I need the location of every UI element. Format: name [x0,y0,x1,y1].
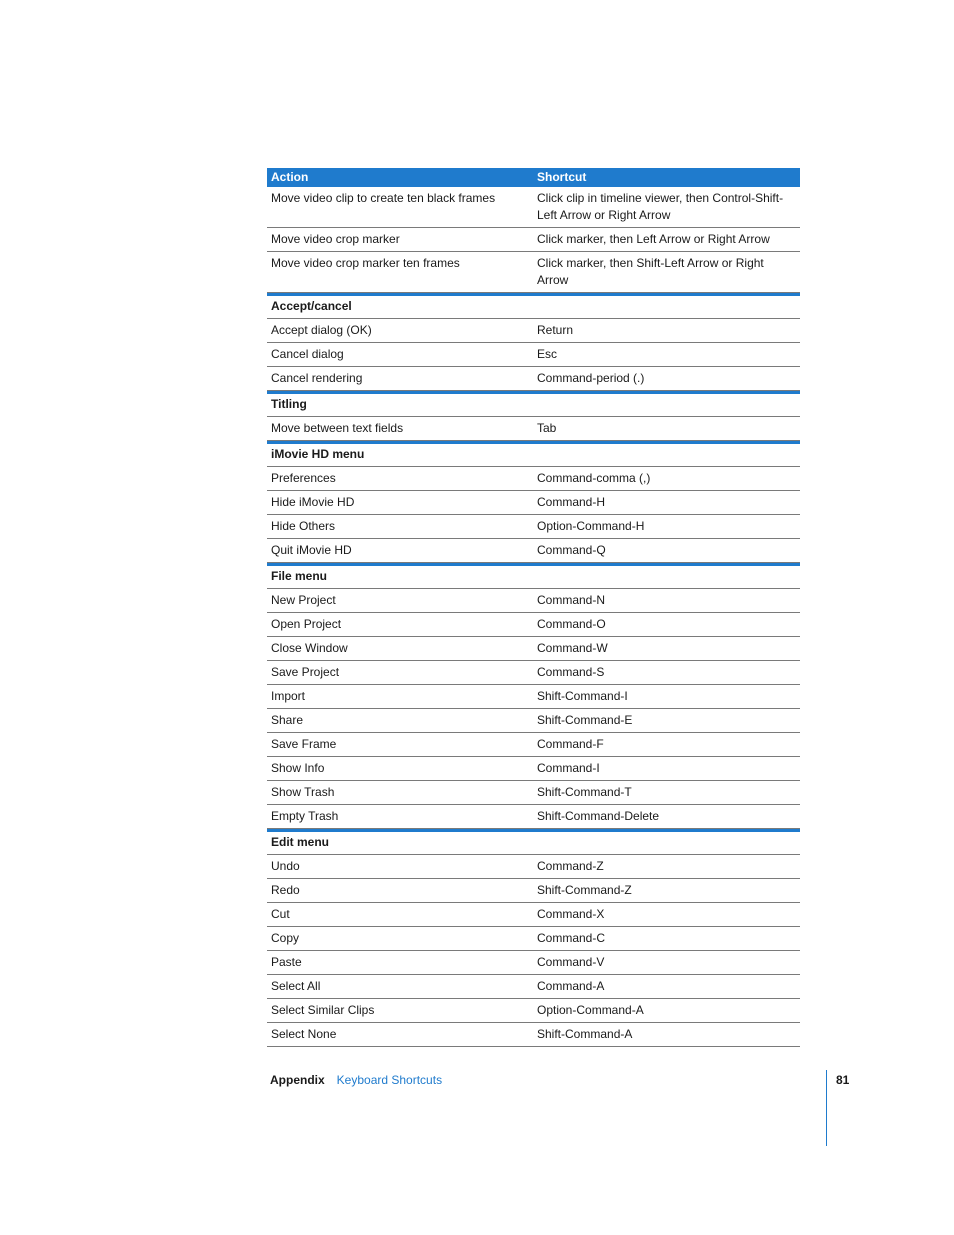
table-row [267,252,800,293]
table-row [267,613,800,637]
shortcut-cell: Option-Command-H [537,519,645,533]
action-cell: Save Frame [271,737,337,751]
table-row [267,491,800,515]
action-cell: Open Project [271,617,342,631]
footer-divider [826,1070,827,1146]
shortcut-cell: Click clip in timeline viewer, then Control-Shift-Left Arrow or Right Arrow [537,191,784,222]
action-cell: Preferences [271,471,336,485]
action-cell: Select None [271,1027,337,1041]
page-footer [270,1072,442,1089]
table-row [267,999,800,1023]
section-heading: File menu [267,563,800,589]
section-heading: Accept/cancel [267,293,800,319]
table-row [267,467,800,491]
shortcut-cell: Return [537,323,574,337]
action-cell: Import [271,689,306,703]
shortcut-cell: Shift-Command-I [537,689,628,703]
shortcut-cell: Click marker, then Left Arrow or Right Arrow [537,232,770,246]
table-row [267,637,800,661]
section-heading: iMovie HD menu [267,441,800,467]
shortcut-cell: Command-F [537,737,604,751]
shortcut-cell: Shift-Command-Z [537,883,632,897]
table-row [267,343,800,367]
shortcut-cell: Shift-Command-A [537,1027,633,1041]
table-row [267,975,800,999]
shortcut-cell: Command-H [537,495,606,509]
header-action: Action [271,170,309,184]
action-cell: Accept dialog (OK) [271,323,372,337]
table-row [267,951,800,975]
table-row [267,855,800,879]
action-cell: Hide iMovie HD [271,495,355,509]
action-cell: Quit iMovie HD [271,543,352,557]
shortcut-cell: Tab [537,421,557,435]
action-cell: Show Info [271,761,325,775]
table-row [267,927,800,951]
action-cell: Select All [271,979,321,993]
table-row [267,661,800,685]
table-row [267,879,800,903]
action-cell: New Project [271,593,336,607]
table-row [267,709,800,733]
table-row [267,367,800,391]
shortcut-cell: Command-A [537,979,605,993]
footer-appendix-label: Appendix [270,1073,325,1087]
action-cell: Show Trash [271,785,335,799]
table-row [267,187,800,228]
action-cell: Move video crop marker ten frames [271,256,460,270]
table-body [267,187,800,1047]
shortcut-cell: Command-V [537,955,605,969]
shortcut-cell: Command-W [537,641,608,655]
action-cell: Save Project [271,665,340,679]
section-heading: Titling [267,391,800,417]
table-row [267,757,800,781]
page-number: 81 [836,1073,850,1087]
action-cell: Redo [271,883,300,897]
table-row [267,733,800,757]
table-row [267,539,800,563]
table-row [267,1023,800,1047]
table-row [267,319,800,343]
action-cell: Move video clip to create ten black frames [271,191,496,205]
shortcut-cell: Command-X [537,907,605,921]
action-cell: Paste [271,955,302,969]
action-cell: Copy [271,931,300,945]
shortcut-cell: Command-O [537,617,606,631]
shortcut-cell: Command-period (.) [537,371,645,385]
action-cell: Cancel dialog [271,347,344,361]
table-row [267,903,800,927]
action-cell: Hide Others [271,519,336,533]
action-cell: Move between text fields [271,421,404,435]
shortcuts-table [267,168,800,1047]
action-cell: Cut [271,907,290,921]
section-heading: Edit menu [267,829,800,855]
action-cell: Close Window [271,641,348,655]
shortcut-cell: Command-Z [537,859,604,873]
action-cell: Empty Trash [271,809,339,823]
shortcut-cell: Command-S [537,665,605,679]
header-shortcut: Shortcut [537,170,587,184]
shortcut-cell: Command-Q [537,543,606,557]
footer-chapter-link[interactable]: Keyboard Shortcuts [336,1073,443,1087]
table-row [267,685,800,709]
shortcut-cell: Option-Command-A [537,1003,644,1017]
table-row [267,805,800,829]
shortcut-cell: Command-C [537,931,606,945]
action-cell: Move video crop marker [271,232,400,246]
action-cell: Share [271,713,304,727]
shortcut-cell: Click marker, then Shift-Left Arrow or Right Arrow [537,256,764,287]
table-row [267,228,800,252]
shortcut-cell: Command-comma (,) [537,471,651,485]
action-cell: Cancel rendering [271,371,363,385]
action-cell: Undo [271,859,300,873]
shortcut-cell: Shift-Command-E [537,713,633,727]
table-row [267,417,800,441]
shortcut-cell: Command-N [537,593,606,607]
table-row [267,589,800,613]
table-header [267,168,800,187]
shortcut-cell: Esc [537,347,558,361]
action-cell: Select Similar Clips [271,1003,375,1017]
shortcut-cell: Command-I [537,761,600,775]
shortcut-cell: Shift-Command-Delete [537,809,660,823]
table-row [267,781,800,805]
shortcut-cell: Shift-Command-T [537,785,632,799]
table-row [267,515,800,539]
